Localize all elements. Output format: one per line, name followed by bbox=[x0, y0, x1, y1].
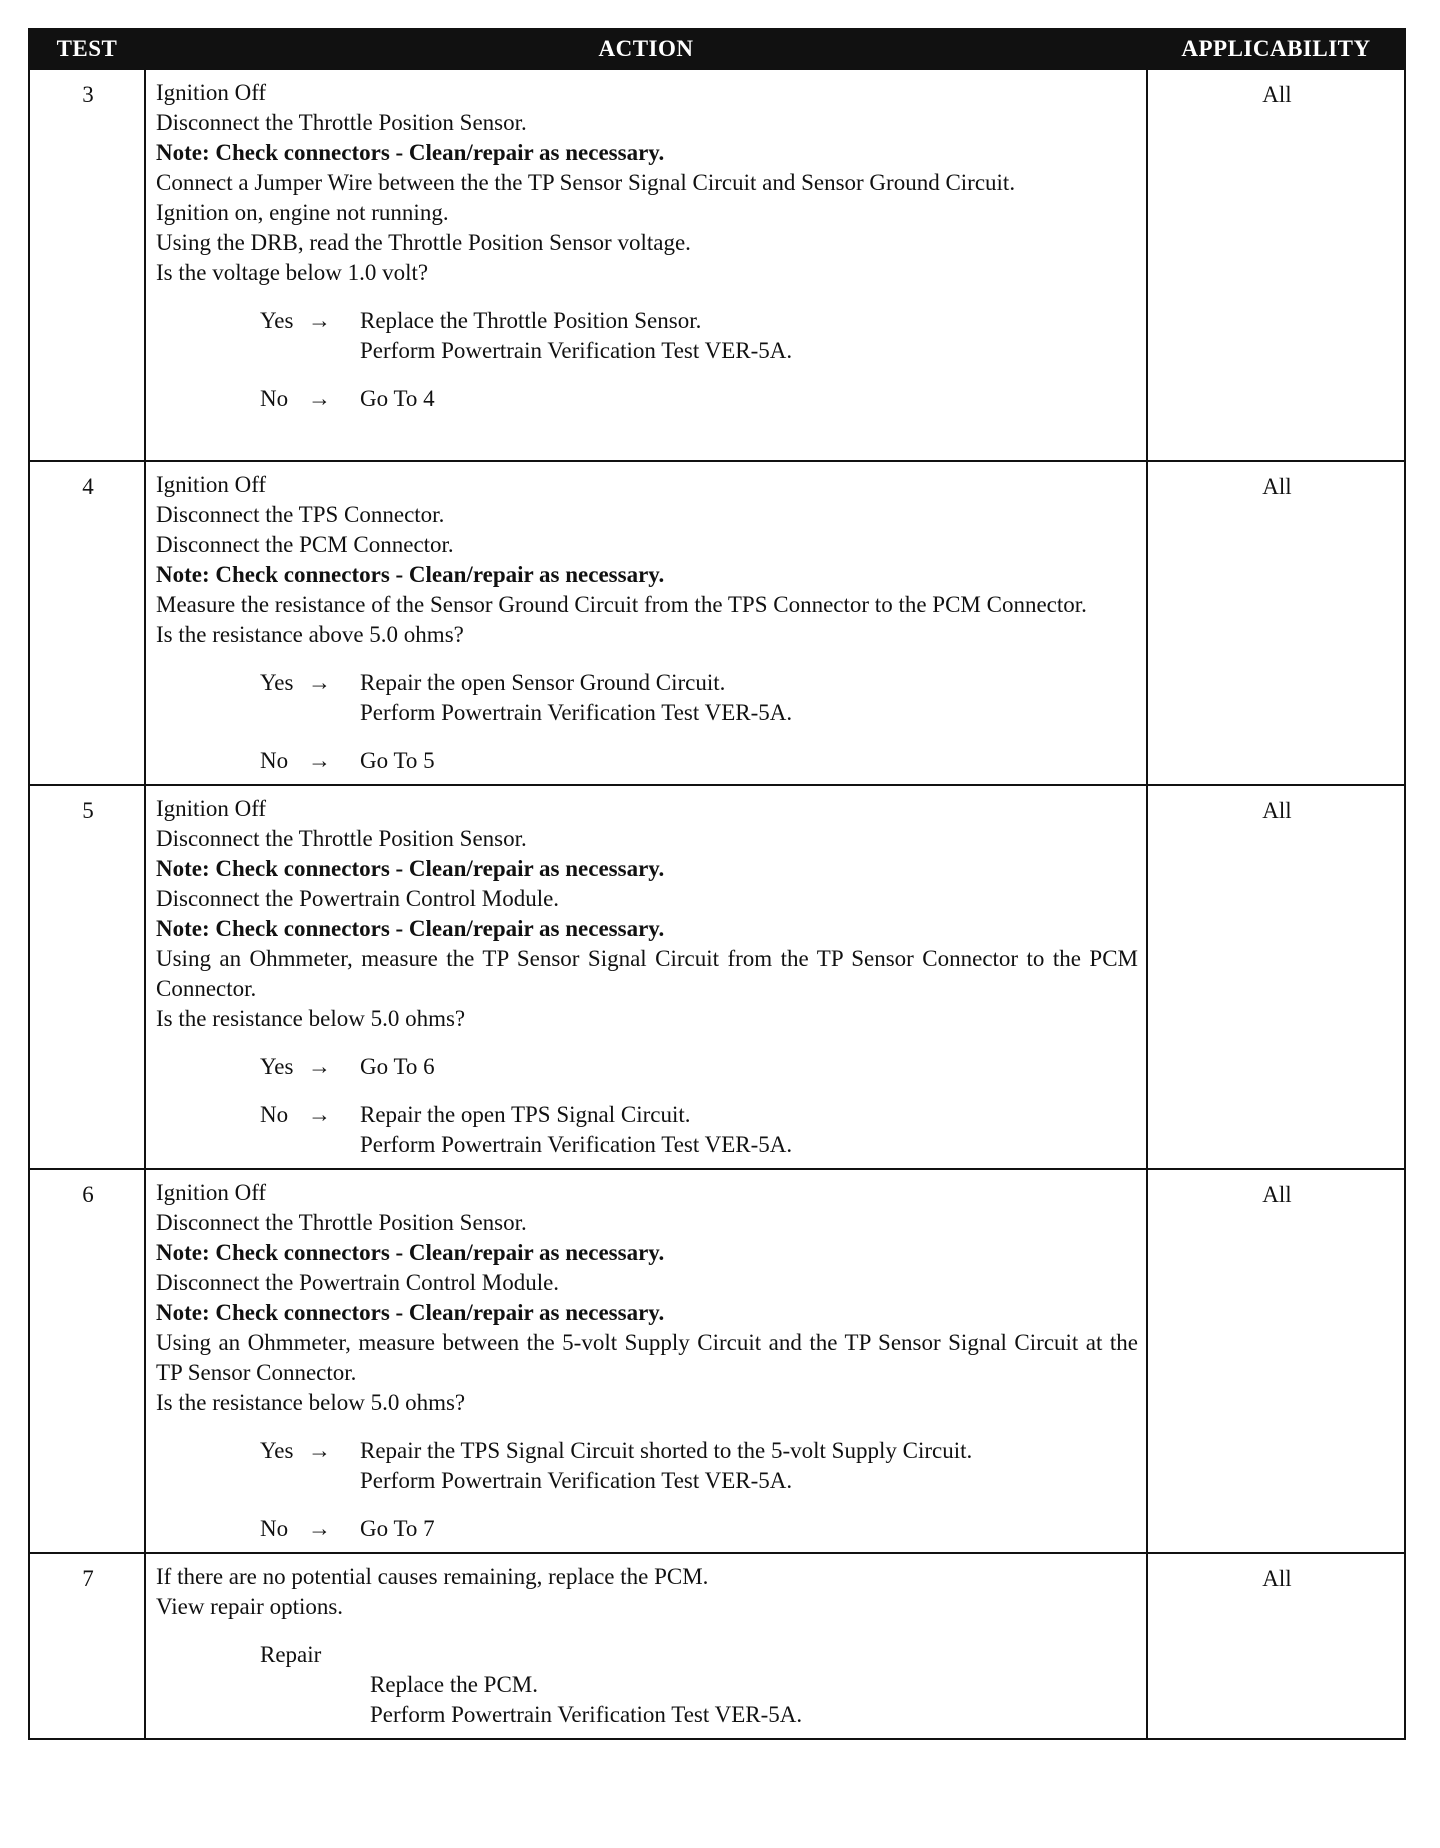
yes-label: Yes bbox=[260, 1054, 294, 1079]
action-line: Is the resistance above 5.0 ohms? bbox=[156, 622, 464, 647]
repair-action: Perform Powertrain Verification Test VER-5A. bbox=[370, 1702, 803, 1727]
table-row bbox=[29, 785, 1405, 1169]
arrow-icon: → bbox=[308, 1438, 331, 1463]
action-line: Is the resistance below 5.0 ohms? bbox=[156, 1390, 466, 1415]
table-row bbox=[29, 1169, 1405, 1553]
response-action: Go To 6 bbox=[360, 1054, 435, 1079]
applicability-value: All bbox=[1147, 461, 1405, 785]
diagnostic-table bbox=[28, 28, 1406, 1740]
arrow-icon: → bbox=[308, 308, 331, 333]
response-action: Replace the Throttle Position Sensor. bbox=[360, 308, 702, 333]
action-line: Is the voltage below 1.0 volt? bbox=[156, 260, 429, 285]
spacer bbox=[156, 650, 1138, 668]
action-cell bbox=[145, 1553, 1147, 1739]
no-actions bbox=[360, 1514, 1138, 1544]
repair-label: Repair bbox=[260, 1642, 322, 1667]
yes-response bbox=[260, 668, 1138, 728]
spacer bbox=[156, 1622, 1138, 1640]
response-action: Repair the open TPS Signal Circuit. bbox=[360, 1102, 691, 1127]
action-line: Connect a Jumper Wire between the the TP Sensor Signal Circuit and Sensor Ground Circuit. bbox=[156, 170, 1016, 195]
applicability-value: All bbox=[1147, 1553, 1405, 1739]
no-actions bbox=[360, 1100, 1138, 1160]
action-line: Using the DRB, read the Throttle Position Sensor voltage. bbox=[156, 230, 691, 255]
note-line: Note: Check connectors - Clean/repair as necessary. bbox=[156, 562, 665, 587]
response-action: Perform Powertrain Verification Test VER-5A. bbox=[360, 700, 793, 725]
test-number: 4 bbox=[29, 461, 145, 785]
yes-response bbox=[260, 1052, 1138, 1082]
spacer bbox=[156, 1496, 1138, 1514]
action-line: Disconnect the Throttle Position Sensor. bbox=[156, 110, 527, 135]
response-action: Go To 4 bbox=[360, 386, 435, 411]
note-line: Note: Check connectors - Clean/repair as necessary. bbox=[156, 856, 665, 881]
note-line: Note: Check connectors - Clean/repair as necessary. bbox=[156, 1240, 665, 1265]
action-line: Disconnect the Powertrain Control Module. bbox=[156, 886, 560, 911]
action-line: Is the resistance below 5.0 ohms? bbox=[156, 1006, 466, 1031]
arrow-icon: → bbox=[308, 1102, 331, 1127]
test-number: 6 bbox=[29, 1169, 145, 1553]
yes-label: Yes bbox=[260, 670, 294, 695]
action-line: Ignition Off bbox=[156, 796, 267, 821]
action-line: Measure the resistance of the Sensor Ground Circuit from the TPS Connector to the PCM Connector. bbox=[156, 592, 1087, 617]
action-line: Disconnect the Throttle Position Sensor. bbox=[156, 1210, 527, 1235]
action-line: Using an Ohmmeter, measure the TP Sensor Signal Circuit from the TP Sensor Connector to the PCM Connector. bbox=[156, 946, 1138, 1001]
yes-actions bbox=[360, 1436, 1138, 1496]
arrow-icon: → bbox=[308, 1054, 331, 1079]
no-label: No bbox=[260, 748, 289, 773]
no-response bbox=[260, 1514, 1138, 1544]
no-actions bbox=[360, 746, 1138, 776]
header-test: TEST bbox=[29, 29, 145, 69]
yes-label: Yes bbox=[260, 1438, 294, 1463]
note-line: Note: Check connectors - Clean/repair as necessary. bbox=[156, 140, 665, 165]
note-line: Note: Check connectors - Clean/repair as necessary. bbox=[156, 916, 665, 941]
action-line: Ignition Off bbox=[156, 80, 267, 105]
yes-label: Yes bbox=[260, 308, 294, 333]
table-row bbox=[29, 1553, 1405, 1739]
response-action: Perform Powertrain Verification Test VER-5A. bbox=[360, 1468, 793, 1493]
test-number: 5 bbox=[29, 785, 145, 1169]
action-line: Disconnect the PCM Connector. bbox=[156, 532, 454, 557]
action-cell bbox=[145, 1169, 1147, 1553]
no-response bbox=[260, 1100, 1138, 1160]
applicability-value: All bbox=[1147, 785, 1405, 1169]
yes-response bbox=[260, 306, 1138, 366]
spacer bbox=[156, 1418, 1138, 1436]
action-cell bbox=[145, 785, 1147, 1169]
spacer bbox=[156, 1034, 1138, 1052]
spacer bbox=[156, 1082, 1138, 1100]
action-line: Ignition Off bbox=[156, 472, 267, 497]
no-label: No bbox=[260, 386, 289, 411]
response-action: Repair the TPS Signal Circuit shorted to the 5-volt Supply Circuit. bbox=[360, 1438, 973, 1463]
response-action: Go To 7 bbox=[360, 1516, 435, 1541]
diagnostic-test-sheet bbox=[28, 28, 1404, 1740]
action-line: Ignition on, engine not running. bbox=[156, 200, 449, 225]
yes-actions bbox=[360, 1052, 1138, 1082]
yes-actions bbox=[360, 668, 1138, 728]
action-line: Disconnect the Throttle Position Sensor. bbox=[156, 826, 527, 851]
no-actions bbox=[360, 384, 1138, 414]
spacer bbox=[156, 366, 1138, 384]
table-row bbox=[29, 461, 1405, 785]
arrow-icon: → bbox=[308, 1516, 331, 1541]
table-row bbox=[29, 69, 1405, 461]
spacer bbox=[156, 728, 1138, 746]
action-line: Disconnect the Powertrain Control Module. bbox=[156, 1270, 560, 1295]
response-action: Perform Powertrain Verification Test VER-5A. bbox=[360, 1132, 793, 1157]
action-cell bbox=[145, 69, 1147, 461]
action-line: Using an Ohmmeter, measure between the 5-volt Supply Circuit and the TP Sensor Signal Circuit at the TP Sensor Connector. bbox=[156, 1330, 1138, 1385]
action-line: Disconnect the TPS Connector. bbox=[156, 502, 445, 527]
no-response bbox=[260, 746, 1138, 776]
action-line: View repair options. bbox=[156, 1594, 344, 1619]
yes-response bbox=[260, 1436, 1138, 1496]
header-action: ACTION bbox=[145, 29, 1147, 69]
test-number: 7 bbox=[29, 1553, 145, 1739]
applicability-value: All bbox=[1147, 1169, 1405, 1553]
arrow-icon: → bbox=[308, 748, 331, 773]
response-action: Perform Powertrain Verification Test VER-5A. bbox=[360, 338, 793, 363]
action-line: Ignition Off bbox=[156, 1180, 267, 1205]
no-label: No bbox=[260, 1102, 289, 1127]
spacer bbox=[156, 288, 1138, 306]
no-label: No bbox=[260, 1516, 289, 1541]
response-action: Repair the open Sensor Ground Circuit. bbox=[360, 670, 726, 695]
action-line: If there are no potential causes remaining, replace the PCM. bbox=[156, 1564, 709, 1589]
arrow-icon: → bbox=[308, 386, 331, 411]
no-response bbox=[260, 384, 1138, 414]
test-number: 3 bbox=[29, 69, 145, 461]
arrow-icon: → bbox=[308, 670, 331, 695]
note-line: Note: Check connectors - Clean/repair as necessary. bbox=[156, 1300, 665, 1325]
applicability-value: All bbox=[1147, 69, 1405, 461]
table-body bbox=[29, 69, 1405, 1739]
table-header-row bbox=[29, 29, 1405, 69]
response-action: Go To 5 bbox=[360, 748, 435, 773]
action-cell bbox=[145, 461, 1147, 785]
yes-actions bbox=[360, 306, 1138, 366]
repair-action: Replace the PCM. bbox=[370, 1672, 538, 1697]
header-applicability: APPLICABILITY bbox=[1147, 29, 1405, 69]
